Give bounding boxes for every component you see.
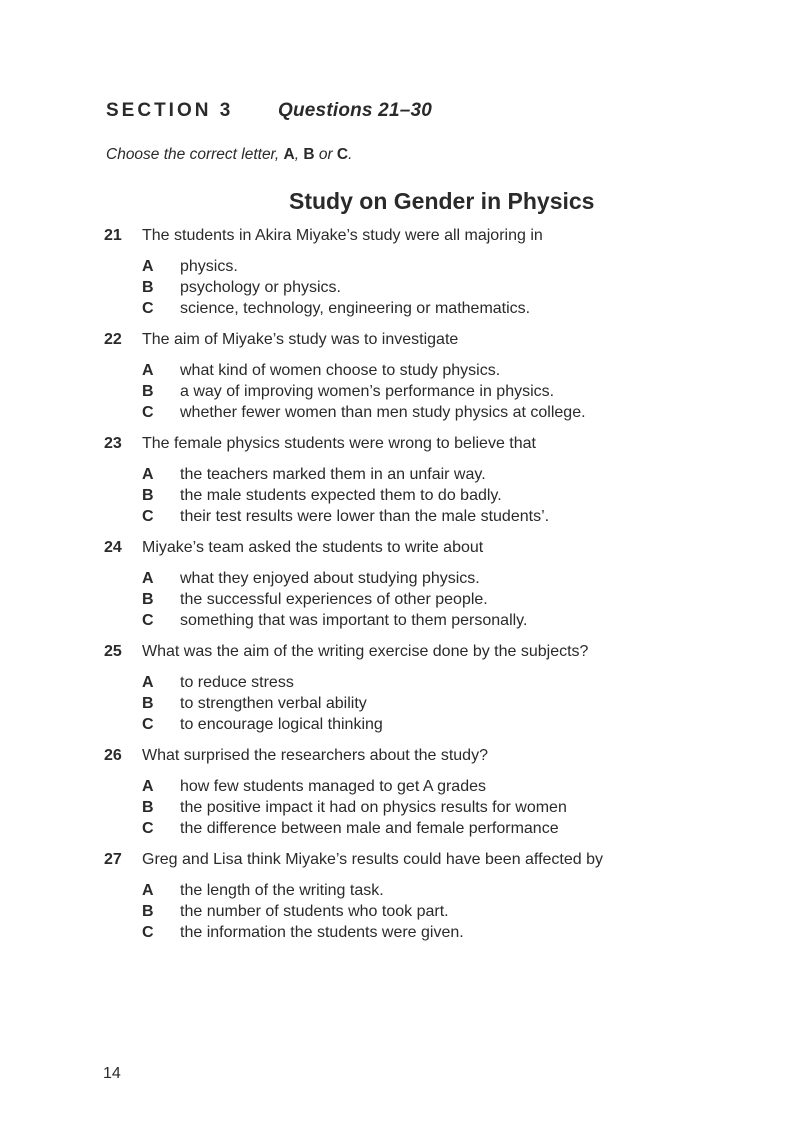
option-list (104, 362, 704, 425)
question-number: 26 (104, 747, 122, 764)
instruction-letter-a: A (283, 146, 295, 163)
option-text: a way of improving women’s performance in physics. (180, 383, 555, 400)
question-number: 23 (104, 435, 122, 452)
option-text: the teachers marked them in an unfair way. (180, 466, 486, 483)
option-letter: B (142, 799, 154, 816)
option-c (104, 508, 704, 529)
option-a (104, 882, 704, 903)
option-letter: A (142, 674, 154, 691)
option-list (104, 674, 704, 737)
question-27 (104, 851, 704, 945)
question-text: What surprised the researchers about the study? (142, 747, 488, 764)
option-letter: B (142, 487, 154, 504)
option-letter: C (142, 612, 154, 629)
option-letter: A (142, 778, 154, 795)
option-letter: A (142, 362, 154, 379)
option-a (104, 466, 704, 487)
question-26 (104, 747, 704, 841)
option-list (104, 570, 704, 633)
option-text: the number of students who took part. (180, 903, 449, 920)
option-a (104, 258, 704, 279)
option-c (104, 404, 704, 425)
option-letter: B (142, 279, 154, 296)
option-a (104, 570, 704, 591)
option-b (104, 799, 704, 820)
instruction-or: or (314, 146, 337, 163)
option-text: physics. (180, 258, 238, 275)
question-list (104, 227, 704, 945)
option-c (104, 612, 704, 633)
question-number: 24 (104, 539, 122, 556)
question-text: The aim of Miyake’s study was to investigate (142, 331, 459, 348)
page-number: 14 (103, 1065, 121, 1082)
option-c (104, 820, 704, 841)
option-b (104, 487, 704, 508)
option-b (104, 591, 704, 612)
instruction-separator: , (294, 146, 304, 163)
question-text: The female physics students were wrong to believe that (142, 435, 536, 452)
option-letter: A (142, 466, 154, 483)
question-22 (104, 331, 704, 425)
question-23 (104, 435, 704, 529)
option-letter: C (142, 924, 154, 941)
option-letter: B (142, 383, 154, 400)
option-c (104, 300, 704, 321)
option-list (104, 882, 704, 945)
option-text: the difference between male and female performance (180, 820, 559, 837)
option-letter: C (142, 404, 154, 421)
option-letter: C (142, 820, 154, 837)
option-b (104, 903, 704, 924)
instruction-prefix: Choose the correct letter, (106, 146, 284, 163)
question-stem (104, 851, 704, 872)
option-letter: B (142, 695, 154, 712)
section-header (106, 100, 433, 122)
question-25 (104, 643, 704, 737)
option-text: psychology or physics. (180, 279, 341, 296)
option-letter: C (142, 300, 154, 317)
option-letter: A (142, 258, 154, 275)
option-text: what they enjoyed about studying physics. (180, 570, 480, 587)
option-text: the successful experiences of other people. (180, 591, 488, 608)
option-letter: A (142, 882, 154, 899)
question-text: The students in Akira Miyake’s study were all majoring in (142, 227, 543, 244)
option-c (104, 716, 704, 737)
option-c (104, 924, 704, 945)
question-number: 25 (104, 643, 122, 660)
option-letter: C (142, 508, 154, 525)
option-text: science, technology, engineering or mathematics. (180, 300, 531, 317)
option-text: something that was important to them personally. (180, 612, 528, 629)
option-text: whether fewer women than men study physics at college. (180, 404, 586, 421)
question-stem (104, 643, 704, 664)
option-list (104, 258, 704, 321)
question-stem (104, 539, 704, 560)
option-letter: B (142, 591, 154, 608)
option-b (104, 383, 704, 404)
question-stem (104, 435, 704, 456)
instruction-letter-c: C (336, 146, 349, 163)
option-text: what kind of women choose to study physics. (180, 362, 501, 379)
instruction-letter-b: B (303, 146, 315, 163)
option-text: the information the students were given. (180, 924, 464, 941)
option-a (104, 674, 704, 695)
questions-range: Questions 21–30 (278, 100, 433, 121)
option-list (104, 778, 704, 841)
option-text: the positive impact it had on physics results for women (180, 799, 567, 816)
question-stem (104, 227, 704, 248)
section-label: SECTION 3 (106, 100, 234, 121)
question-text: Greg and Lisa think Miyake’s results could have been affected by (142, 851, 604, 868)
option-letter: A (142, 570, 154, 587)
option-a (104, 778, 704, 799)
question-24 (104, 539, 704, 633)
option-text: their test results were lower than the male students’. (180, 508, 550, 525)
option-list (104, 466, 704, 529)
option-text: to encourage logical thinking (180, 716, 383, 733)
question-number: 22 (104, 331, 122, 348)
option-letter: C (142, 716, 154, 733)
question-number: 21 (104, 227, 122, 244)
question-text: What was the aim of the writing exercise done by the subjects? (142, 643, 589, 660)
question-stem (104, 747, 704, 768)
instruction-suffix: . (348, 146, 353, 163)
question-21 (104, 227, 704, 321)
option-text: how few students managed to get A grades (180, 778, 486, 795)
option-text: the length of the writing task. (180, 882, 384, 899)
option-b (104, 279, 704, 300)
option-text: to reduce stress (180, 674, 294, 691)
option-a (104, 362, 704, 383)
option-b (104, 695, 704, 716)
option-letter: B (142, 903, 154, 920)
question-number: 27 (104, 851, 122, 868)
option-text: the male students expected them to do badly. (180, 487, 502, 504)
instruction (106, 146, 352, 164)
page-title: Study on Gender in Physics (289, 188, 595, 214)
question-text: Miyake’s team asked the students to write about (142, 539, 484, 556)
question-stem (104, 331, 704, 352)
option-text: to strengthen verbal ability (180, 695, 367, 712)
